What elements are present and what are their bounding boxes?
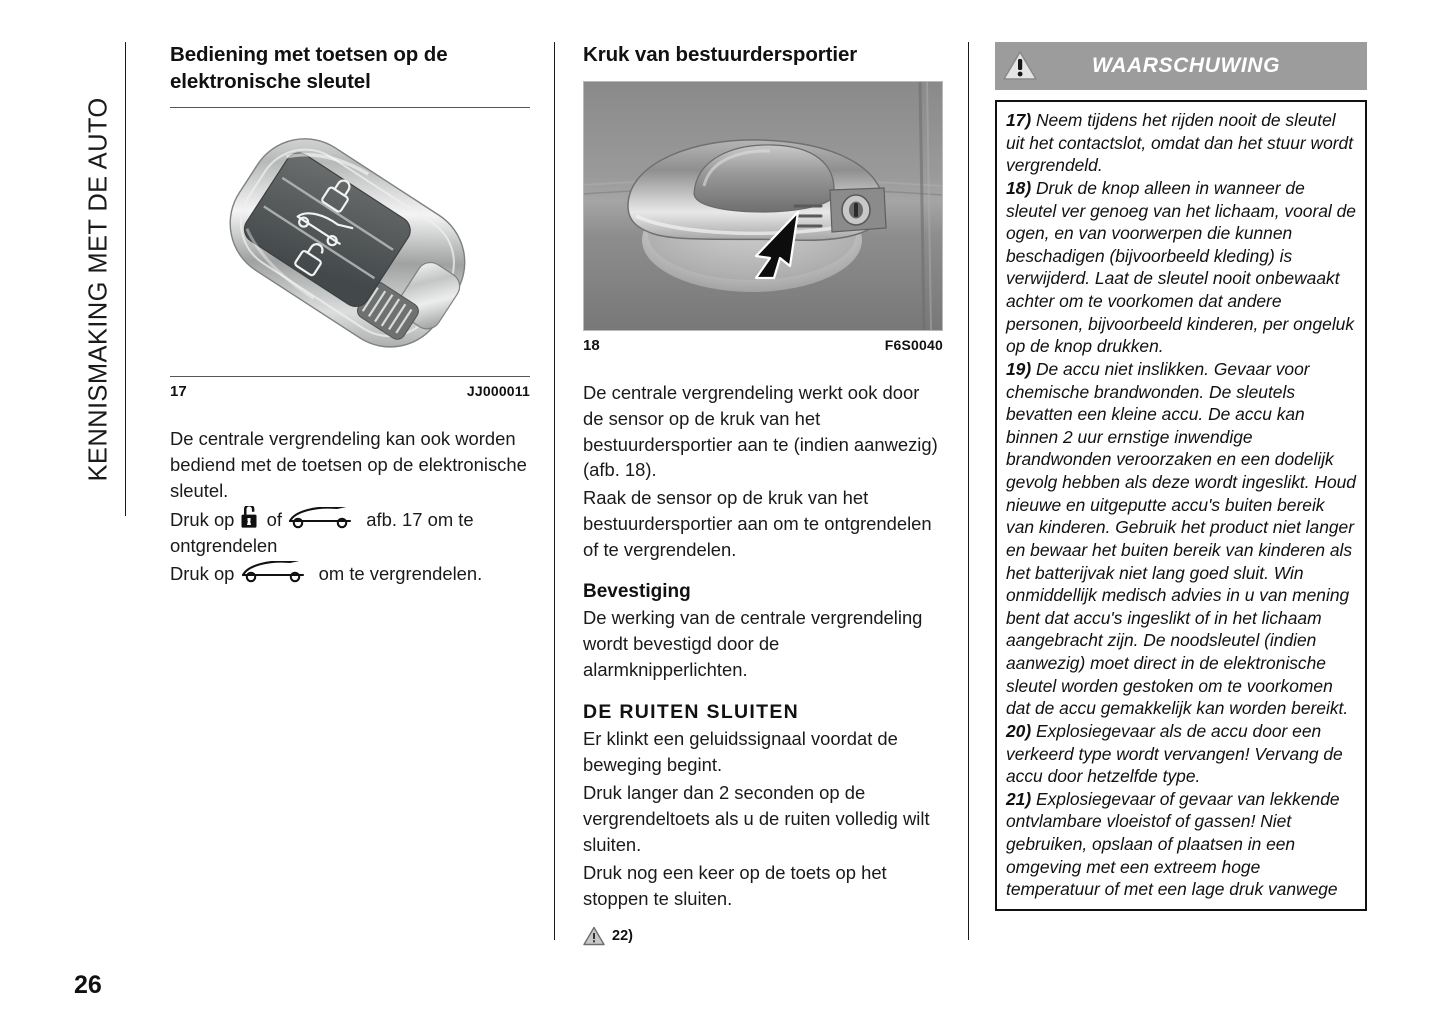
warning-item-19-text: De accu niet inslikken. Gevaar voor chemische brandwonden. De sleutels bevatten een kleine accu. De accu kan binnen 2 uur ernstige inwendige brandwonden veroorzaken en een dodelijk gevolg hebben als deze wordt ingeslikt. Houd nieuwe en uitgeputte accu's buiten bereik van kinderen. Gebruik het product niet langer en bewaar het buiten bereik van kinderen als het batterijvak niet lang goed sluit. Win onmiddellijk medisch advies in u van mening bent dat accu's ingeslikt of in het lichaam aangebracht zijn. De noodsleutel (indien aanwezig) moet direct in de elektronische sleutel worden gestoken om te voorkomen dat de accu gemakkelijk kan worden bereikt.	[1006, 358, 1356, 719]
chapter-sidebar	[72, 40, 128, 520]
figure-code-18: F6S0040	[884, 336, 943, 353]
car-outline-icon	[287, 507, 361, 529]
col2-paragraph-1: De centrale vergrendeling werkt ook door de sensor op de kruk van het bestuurdersportier aan te (indien aanwezig) (afb. 18).	[583, 381, 938, 481]
warning-item-21	[1006, 788, 1356, 901]
lock-instruction-pre: Druk op	[170, 562, 235, 584]
key-fob-illustration	[170, 108, 530, 376]
subsection-title-ruiten-sluiten: DE RUITEN SLUITEN	[583, 701, 800, 724]
warning-title: WAARSCHUWING	[1091, 54, 1281, 77]
column-one	[170, 42, 530, 587]
section-title-key-buttons: Bediening met toetsen op de elektronische sleutel	[170, 43, 448, 93]
col1-paragraph-1: De centrale vergrendeling kan ook worden bediend met de toetsen op de elektronische sleutel.	[170, 428, 527, 502]
warning-item-17-number: 17)	[1006, 110, 1032, 130]
figure-door-handle	[583, 81, 943, 354]
car-outline-icon-2	[240, 561, 314, 583]
warning-body	[995, 100, 1367, 911]
col2-ruiten-p2: Druk langer dan 2 seconden op de vergrendeltoets als u de ruiten volledig wilt sluiten.	[583, 781, 930, 855]
chapter-label: KENNISMAKING MET DE AUTO	[84, 97, 113, 482]
figure-code: JJ000011	[466, 383, 530, 400]
col2-bevestiging-text: De werking van de centrale vergrendeling wordt bevestigd door de alarmknipperlichten.	[583, 607, 923, 681]
section-title-door-handle: Kruk van bestuurdersportier	[583, 43, 858, 66]
col2-paragraph-2: Raak de sensor op de kruk van het bestuurdersportier aan om te ontgrendelen of te vergrendelen.	[583, 487, 932, 561]
warning-item-21-text: Explosiegevaar of gevaar van lekkende ontvlambare vloeistof of gassen! Niet gebruiken, opslaan of plaatsen in een omgeving met een extreem hoge temperatuur of met een lage druk vanwege	[1006, 788, 1340, 900]
warning-item-18-number: 18)	[1006, 177, 1032, 198]
column-divider-1	[554, 42, 555, 940]
warning-item-17	[1006, 109, 1356, 177]
lock-instruction-post: om te vergrendelen.	[318, 562, 483, 584]
warning-item-19	[1006, 358, 1356, 720]
warning-item-18	[1006, 177, 1356, 358]
warning-item-20	[1006, 720, 1356, 788]
warning-item-18-text: Druk de knop alleen in wanneer de sleutel ver genoeg van het lichaam, vooral de ogen, en van voorwerpen die kunnen beschadigen (bijvoorbeeld kleding) is verwijderd. Laat de sleutel nooit onbewaakt achter om te voorkomen dat andere personen, bijvoorbeeld kinderen, per ongeluk op de knop drukken.	[1006, 177, 1356, 357]
column-divider-2	[968, 42, 969, 940]
warning-item-20-text: Explosiegevaar als de accu door een verkeerd type wordt vervangen! Vervang de accu door hetzelfde type.	[1006, 720, 1343, 787]
warning-item-21-number: 21)	[1006, 788, 1032, 809]
warning-item-20-number: 20)	[1006, 720, 1032, 741]
page-number: 26	[74, 971, 102, 999]
column-two	[583, 42, 943, 946]
sidebar-divider	[125, 42, 126, 516]
warning-triangle-icon	[1001, 49, 1039, 83]
subsection-title-bevestiging: Bevestiging	[583, 581, 691, 603]
col2-ruiten-p3: Druk nog een keer op de toets op het stoppen te sluiten.	[583, 861, 887, 909]
figure-number: 17	[170, 383, 187, 401]
unlock-instruction-mid: of	[266, 509, 282, 531]
footnote-reference-22	[583, 926, 943, 946]
warning-item-19-number: 19)	[1006, 358, 1032, 379]
col1-instruction-lock	[170, 561, 530, 587]
figure-caption-18	[583, 331, 943, 354]
warning-triangle-icon-small	[583, 926, 605, 946]
warning-header-bar	[995, 42, 1367, 90]
col2-ruiten-p1: Er klinkt een geluidssignaal voordat de beweging begint.	[583, 728, 898, 775]
col1-instruction-unlock	[170, 506, 530, 559]
unlock-instruction-pre: Druk op	[170, 509, 235, 531]
figure-key-fob	[170, 107, 530, 400]
unlock-instruction-post: afb. 17 om te ontgrendelen	[170, 509, 474, 557]
door-handle-photo	[583, 81, 943, 331]
warning-item-17-text: Neem tijdens het rijden nooit de sleutel uit het contactslot, omdat dan het stuur wordt vergrendeld.	[1006, 110, 1354, 176]
footnote-number: 22)	[612, 927, 633, 944]
figure-caption-17	[170, 377, 530, 400]
column-three-warning	[995, 42, 1367, 911]
unlock-padlock-icon	[240, 506, 262, 530]
figure-number-18: 18	[583, 336, 600, 354]
